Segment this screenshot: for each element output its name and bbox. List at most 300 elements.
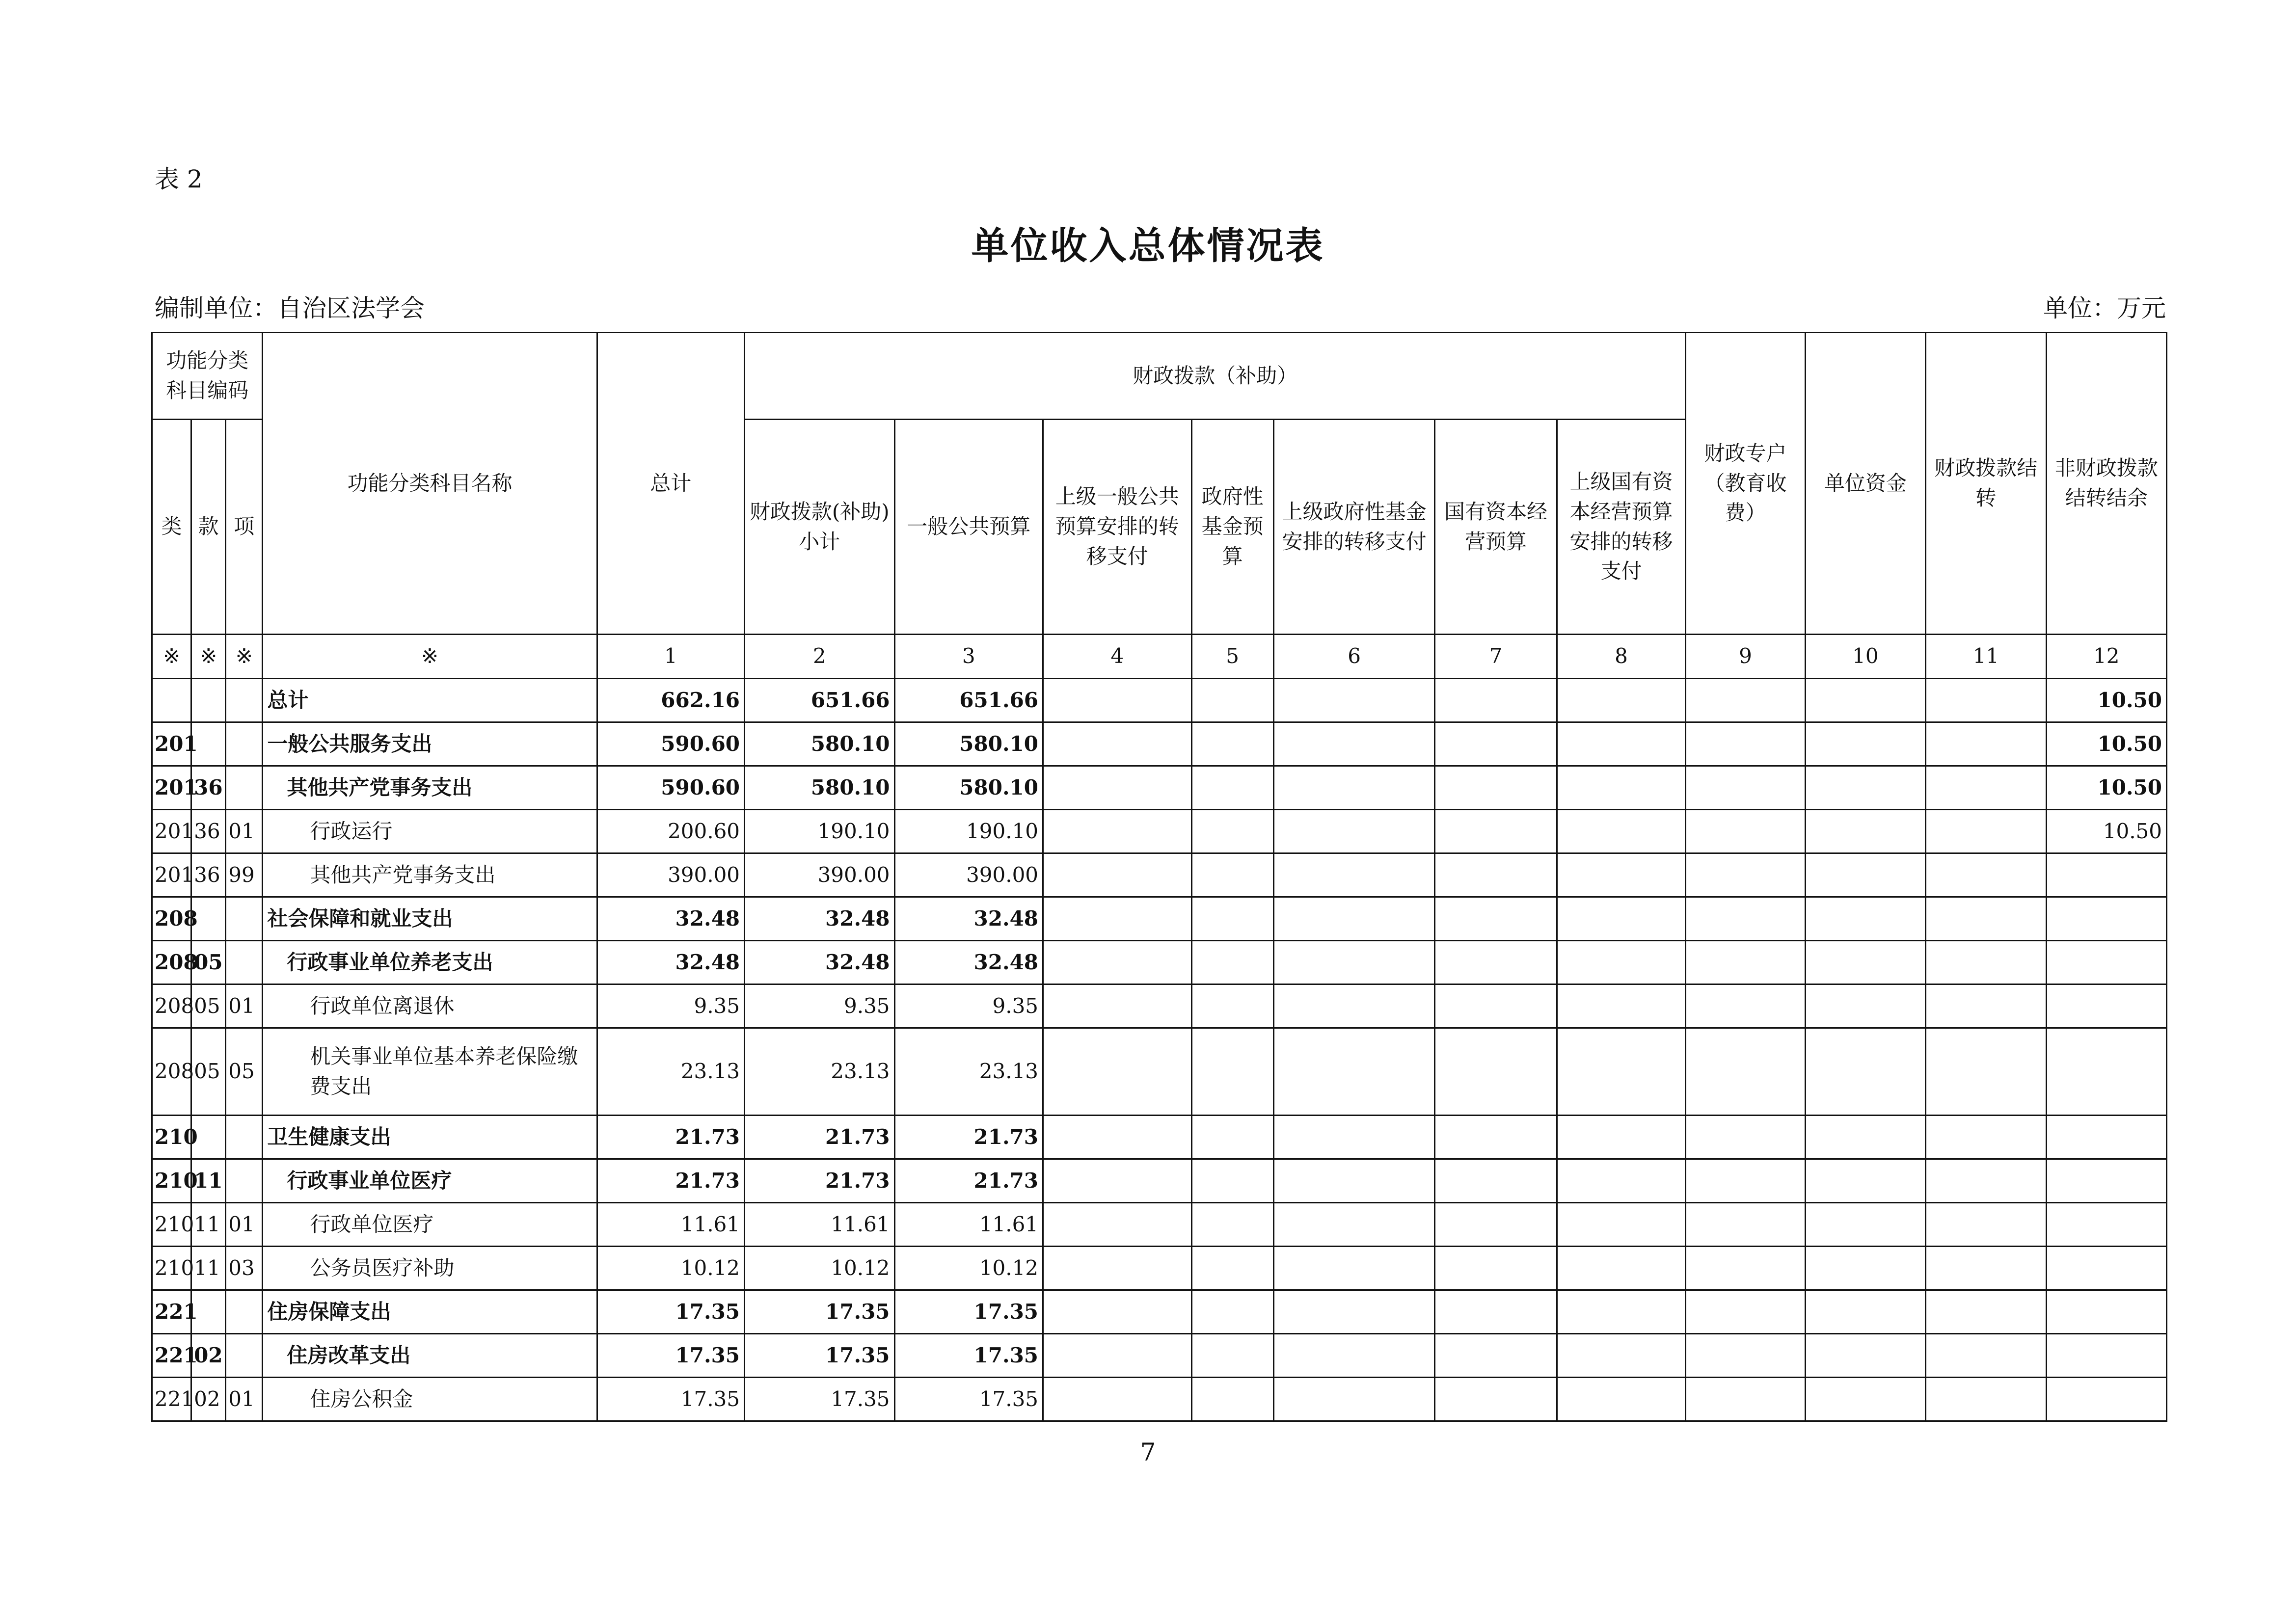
col-number: 11: [1926, 635, 2046, 679]
cell-c2: 651.66: [745, 679, 895, 722]
cell-total: 9.35: [597, 984, 745, 1028]
cell-c2: 17.35: [745, 1378, 895, 1421]
cell-empty: [1273, 1247, 1435, 1290]
cell-xiang: 01: [226, 810, 263, 853]
cell-c12: [2046, 1028, 2167, 1116]
cell-lei: [152, 679, 191, 722]
cell-c3: 32.48: [894, 897, 1043, 941]
cell-empty: [1926, 766, 2046, 810]
unit-label: 单位：万元: [2043, 294, 2166, 322]
cell-lei: 208: [152, 1028, 191, 1116]
cell-empty: [1435, 679, 1557, 722]
cell-kuan: 05: [191, 941, 226, 984]
cell-lei: 208: [152, 984, 191, 1028]
table-row: [152, 722, 2167, 766]
header-total: 总计: [597, 333, 745, 635]
cell-empty: [1926, 1116, 2046, 1159]
cell-kuan: 11: [191, 1203, 226, 1247]
cell-empty: [1435, 1159, 1557, 1203]
cell-c2: 32.48: [745, 897, 895, 941]
cell-empty: [1435, 766, 1557, 810]
cell-empty: [1926, 679, 2046, 722]
cell-total: 10.12: [597, 1247, 745, 1290]
cell-empty: [1273, 1116, 1435, 1159]
cell-c2: 11.61: [745, 1203, 895, 1247]
cell-empty: [1043, 1028, 1192, 1116]
col-number: 12: [2046, 635, 2167, 679]
cell-empty: [1435, 1378, 1557, 1421]
col-number: 10: [1805, 635, 1925, 679]
cell-xiang: [226, 679, 263, 722]
cell-lei: 201: [152, 722, 191, 766]
cell-c12: [2046, 1116, 2167, 1159]
cell-empty: [1686, 679, 1805, 722]
cell-xiang: 01: [226, 984, 263, 1028]
cell-name: 总计: [263, 679, 597, 722]
cell-empty: [1557, 897, 1686, 941]
cell-total: 21.73: [597, 1159, 745, 1203]
cell-c2: 9.35: [745, 984, 895, 1028]
header-fiscal-group: 财政拨款（补助）: [745, 333, 1686, 420]
cell-xiang: 01: [226, 1378, 263, 1421]
cell-total: 23.13: [597, 1028, 745, 1116]
cell-empty: [1926, 1247, 2046, 1290]
cell-name: 住房公积金: [263, 1378, 597, 1421]
cell-empty: [1805, 1159, 1925, 1203]
cell-empty: [1191, 810, 1273, 853]
cell-empty: [1686, 1247, 1805, 1290]
cell-empty: [1557, 810, 1686, 853]
cell-kuan: 36: [191, 853, 226, 897]
page-title: 单位收入总体情况表: [971, 224, 1325, 267]
cell-lei: 210: [152, 1116, 191, 1159]
col-number: 6: [1273, 635, 1435, 679]
cell-kuan: 36: [191, 810, 226, 853]
cell-name: 住房改革支出: [263, 1334, 597, 1378]
cell-empty: [1926, 1290, 2046, 1334]
cell-lei: 201: [152, 766, 191, 810]
cell-empty: [1273, 766, 1435, 810]
cell-xiang: [226, 941, 263, 984]
cell-empty: [1805, 1378, 1925, 1421]
cell-kuan: 05: [191, 984, 226, 1028]
cell-empty: [1686, 722, 1805, 766]
cell-lei: 201: [152, 853, 191, 897]
cell-c12: [2046, 1247, 2167, 1290]
cell-xiang: [226, 766, 263, 810]
cell-empty: [1435, 1290, 1557, 1334]
table-row: [152, 1290, 2167, 1334]
header-code-group: 功能分类科目编码: [152, 333, 263, 420]
table-row: [152, 766, 2167, 810]
cell-c2: 21.73: [745, 1159, 895, 1203]
header-c10: 单位资金: [1805, 333, 1925, 635]
cell-empty: [1273, 722, 1435, 766]
header-c3: 一般公共预算: [894, 420, 1043, 635]
cell-lei: 221: [152, 1290, 191, 1334]
cell-empty: [1043, 810, 1192, 853]
cell-empty: [1435, 1247, 1557, 1290]
table-row: [152, 1203, 2167, 1247]
cell-empty: [1805, 722, 1925, 766]
cell-empty: [1805, 853, 1925, 897]
col-number: 8: [1557, 635, 1686, 679]
table-row: [152, 853, 2167, 897]
cell-empty: [1435, 897, 1557, 941]
col-number: 1: [597, 635, 745, 679]
cell-name: 机关事业单位基本养老保险缴费支出: [263, 1028, 597, 1116]
cell-empty: [1557, 941, 1686, 984]
cell-name: 行政运行: [263, 810, 597, 853]
cell-kuan: 05: [191, 1028, 226, 1116]
cell-empty: [1686, 1116, 1805, 1159]
cell-c2: 390.00: [745, 853, 895, 897]
cell-c2: 190.10: [745, 810, 895, 853]
cell-empty: [1191, 1116, 1273, 1159]
cell-empty: [1686, 766, 1805, 810]
cell-c3: 9.35: [894, 984, 1043, 1028]
cell-empty: [1805, 766, 1925, 810]
cell-empty: [1557, 1028, 1686, 1116]
cell-total: 32.48: [597, 941, 745, 984]
page-number: 7: [1140, 1438, 1156, 1466]
cell-empty: [1557, 1203, 1686, 1247]
cell-c3: 580.10: [894, 722, 1043, 766]
cell-empty: [1043, 897, 1192, 941]
cell-empty: [1191, 722, 1273, 766]
cell-c12: [2046, 1290, 2167, 1334]
cell-c12: [2046, 1203, 2167, 1247]
cell-empty: [1805, 897, 1925, 941]
table-row: [152, 679, 2167, 722]
cell-empty: [1191, 679, 1273, 722]
cell-empty: [1043, 1334, 1192, 1378]
header-c9: 财政专户（教育收费）: [1686, 333, 1805, 635]
cell-total: 200.60: [597, 810, 745, 853]
cell-c3: 21.73: [894, 1116, 1043, 1159]
header-c6: 上级政府性基金安排的转移支付: [1273, 420, 1435, 635]
col-number: 4: [1043, 635, 1192, 679]
cell-c3: 17.35: [894, 1334, 1043, 1378]
header-kuan: 款: [191, 420, 226, 635]
col-number: 7: [1435, 635, 1557, 679]
cell-empty: [1686, 1028, 1805, 1116]
cell-empty: [1043, 1159, 1192, 1203]
cell-empty: [1191, 941, 1273, 984]
header-xiang: 项: [226, 420, 263, 635]
cell-empty: [1926, 810, 2046, 853]
cell-xiang: 99: [226, 853, 263, 897]
cell-empty: [1043, 1116, 1192, 1159]
income-table: [151, 332, 2167, 1422]
col-number: 2: [745, 635, 895, 679]
cell-empty: [1043, 1203, 1192, 1247]
cell-empty: [1043, 766, 1192, 810]
cell-empty: [1557, 1290, 1686, 1334]
cell-empty: [1926, 1159, 2046, 1203]
cell-empty: [1805, 984, 1925, 1028]
header-c5: 政府性基金预算: [1191, 420, 1273, 635]
cell-empty: [1043, 679, 1192, 722]
cell-empty: [1926, 1378, 2046, 1421]
cell-name: 其他共产党事务支出: [263, 853, 597, 897]
cell-c12: [2046, 1159, 2167, 1203]
cell-xiang: 05: [226, 1028, 263, 1116]
cell-kuan: [191, 679, 226, 722]
cell-empty: [1926, 853, 2046, 897]
cell-total: 21.73: [597, 1116, 745, 1159]
cell-empty: [1191, 1028, 1273, 1116]
cell-c2: 17.35: [745, 1290, 895, 1334]
cell-name: 行政事业单位医疗: [263, 1159, 597, 1203]
marker-cell: ※: [226, 635, 263, 679]
cell-empty: [1043, 1247, 1192, 1290]
cell-c3: 32.48: [894, 941, 1043, 984]
col-number: 3: [894, 635, 1043, 679]
cell-c12: 10.50: [2046, 766, 2167, 810]
cell-lei: 210: [152, 1247, 191, 1290]
header-c12: 非财政拨款结转结余: [2046, 333, 2167, 635]
org-label: 编制单位：自治区法学会: [155, 294, 425, 322]
col-number: 5: [1191, 635, 1273, 679]
cell-empty: [1191, 1247, 1273, 1290]
cell-c3: 390.00: [894, 853, 1043, 897]
cell-lei: 208: [152, 941, 191, 984]
cell-name: 行政单位离退休: [263, 984, 597, 1028]
cell-kuan: 02: [191, 1378, 226, 1421]
cell-empty: [1805, 1290, 1925, 1334]
cell-total: 390.00: [597, 853, 745, 897]
cell-c2: 21.73: [745, 1116, 895, 1159]
cell-total: 590.60: [597, 766, 745, 810]
cell-empty: [1686, 984, 1805, 1028]
cell-empty: [1191, 853, 1273, 897]
cell-name: 行政事业单位养老支出: [263, 941, 597, 984]
cell-c12: [2046, 853, 2167, 897]
cell-empty: [1686, 853, 1805, 897]
cell-name: 社会保障和就业支出: [263, 897, 597, 941]
cell-empty: [1557, 1247, 1686, 1290]
cell-xiang: [226, 1334, 263, 1378]
cell-c2: 10.12: [745, 1247, 895, 1290]
cell-kuan: 11: [191, 1159, 226, 1203]
cell-empty: [1926, 1203, 2046, 1247]
table-row: [152, 1116, 2167, 1159]
cell-xiang: [226, 1159, 263, 1203]
cell-empty: [1926, 722, 2046, 766]
cell-empty: [1043, 984, 1192, 1028]
cell-c2: 580.10: [745, 766, 895, 810]
cell-empty: [1043, 722, 1192, 766]
cell-c3: 17.35: [894, 1378, 1043, 1421]
cell-c2: 17.35: [745, 1334, 895, 1378]
cell-empty: [1686, 1378, 1805, 1421]
cell-c3: 11.61: [894, 1203, 1043, 1247]
cell-name: 一般公共服务支出: [263, 722, 597, 766]
cell-c3: 10.12: [894, 1247, 1043, 1290]
cell-xiang: [226, 722, 263, 766]
cell-empty: [1191, 1378, 1273, 1421]
header-c7: 国有资本经营预算: [1435, 420, 1557, 635]
cell-empty: [1273, 984, 1435, 1028]
cell-empty: [1805, 1334, 1925, 1378]
cell-empty: [1043, 941, 1192, 984]
cell-empty: [1273, 1334, 1435, 1378]
cell-empty: [1043, 1290, 1192, 1334]
cell-empty: [1557, 853, 1686, 897]
cell-c2: 23.13: [745, 1028, 895, 1116]
cell-c12: [2046, 984, 2167, 1028]
header-c8: 上级国有资本经营预算安排的转移支付: [1557, 420, 1686, 635]
header-c11: 财政拨款结转: [1926, 333, 2046, 635]
cell-empty: [1191, 1159, 1273, 1203]
cell-c3: 580.10: [894, 766, 1043, 810]
cell-empty: [1926, 1028, 2046, 1116]
cell-total: 662.16: [597, 679, 745, 722]
cell-empty: [1435, 1203, 1557, 1247]
cell-empty: [1686, 941, 1805, 984]
cell-name: 公务员医疗补助: [263, 1247, 597, 1290]
cell-c12: 10.50: [2046, 810, 2167, 853]
cell-empty: [1686, 897, 1805, 941]
cell-empty: [1435, 941, 1557, 984]
cell-xiang: 03: [226, 1247, 263, 1290]
cell-empty: [1043, 1378, 1192, 1421]
cell-empty: [1805, 1203, 1925, 1247]
cell-empty: [1273, 679, 1435, 722]
cell-empty: [1926, 1334, 2046, 1378]
cell-c2: 580.10: [745, 722, 895, 766]
cell-xiang: [226, 1116, 263, 1159]
cell-empty: [1435, 722, 1557, 766]
cell-name: 卫生健康支出: [263, 1116, 597, 1159]
cell-kuan: 11: [191, 1247, 226, 1290]
table-row: [152, 1247, 2167, 1290]
cell-empty: [1273, 810, 1435, 853]
cell-name: 其他共产党事务支出: [263, 766, 597, 810]
cell-c3: 651.66: [894, 679, 1043, 722]
cell-empty: [1273, 1290, 1435, 1334]
cell-empty: [1557, 1116, 1686, 1159]
cell-total: 17.35: [597, 1334, 745, 1378]
cell-c3: 23.13: [894, 1028, 1043, 1116]
cell-c12: [2046, 941, 2167, 984]
cell-kuan: 02: [191, 1334, 226, 1378]
marker-cell: ※: [152, 635, 191, 679]
cell-name: 住房保障支出: [263, 1290, 597, 1334]
cell-lei: 210: [152, 1203, 191, 1247]
cell-xiang: [226, 1290, 263, 1334]
cell-empty: [1273, 941, 1435, 984]
cell-xiang: 01: [226, 1203, 263, 1247]
cell-total: 17.35: [597, 1378, 745, 1421]
cell-empty: [1805, 810, 1925, 853]
cell-empty: [1435, 853, 1557, 897]
cell-empty: [1435, 1334, 1557, 1378]
cell-lei: 201: [152, 810, 191, 853]
cell-empty: [1926, 897, 2046, 941]
cell-empty: [1686, 810, 1805, 853]
cell-empty: [1435, 1028, 1557, 1116]
cell-empty: [1557, 679, 1686, 722]
cell-empty: [1805, 1247, 1925, 1290]
cell-total: 11.61: [597, 1203, 745, 1247]
cell-c12: [2046, 1378, 2167, 1421]
cell-xiang: [226, 897, 263, 941]
cell-empty: [1043, 853, 1192, 897]
cell-empty: [1686, 1334, 1805, 1378]
cell-c3: 190.10: [894, 810, 1043, 853]
cell-empty: [1926, 984, 2046, 1028]
cell-c3: 21.73: [894, 1159, 1043, 1203]
cell-empty: [1273, 1203, 1435, 1247]
cell-lei: 221: [152, 1334, 191, 1378]
cell-lei: 221: [152, 1378, 191, 1421]
header-c2: 财政拨款(补助)小计: [745, 420, 895, 635]
cell-empty: [1191, 1290, 1273, 1334]
cell-empty: [1435, 984, 1557, 1028]
table-row: [152, 1378, 2167, 1421]
cell-empty: [1191, 984, 1273, 1028]
table-row: [152, 1159, 2167, 1203]
cell-empty: [1557, 1334, 1686, 1378]
cell-c3: 17.35: [894, 1290, 1043, 1334]
cell-empty: [1805, 1116, 1925, 1159]
cell-empty: [1926, 941, 2046, 984]
cell-empty: [1805, 1028, 1925, 1116]
cell-c2: 32.48: [745, 941, 895, 984]
cell-empty: [1273, 1028, 1435, 1116]
table-row: [152, 1028, 2167, 1116]
cell-empty: [1273, 897, 1435, 941]
cell-c12: 10.50: [2046, 679, 2167, 722]
cell-empty: [1557, 1159, 1686, 1203]
cell-empty: [1805, 941, 1925, 984]
col-number: 9: [1686, 635, 1805, 679]
marker-cell: ※: [191, 635, 226, 679]
cell-empty: [1273, 853, 1435, 897]
cell-empty: [1557, 1378, 1686, 1421]
table-row: [152, 984, 2167, 1028]
cell-empty: [1435, 810, 1557, 853]
cell-total: 590.60: [597, 722, 745, 766]
table-row: [152, 897, 2167, 941]
cell-empty: [1273, 1378, 1435, 1421]
cell-c12: [2046, 1334, 2167, 1378]
header-lei: 类: [152, 420, 191, 635]
header-name: 功能分类科目名称: [263, 333, 597, 635]
table-row: [152, 1334, 2167, 1378]
table-row: [152, 941, 2167, 984]
table-row: [152, 810, 2167, 853]
cell-empty: [1435, 1116, 1557, 1159]
cell-c12: [2046, 897, 2167, 941]
cell-empty: [1191, 1203, 1273, 1247]
cell-empty: [1191, 766, 1273, 810]
cell-name: 行政单位医疗: [263, 1203, 597, 1247]
cell-empty: [1686, 1203, 1805, 1247]
cell-empty: [1686, 1290, 1805, 1334]
cell-total: 17.35: [597, 1290, 745, 1334]
cell-empty: [1805, 679, 1925, 722]
header-c4: 上级一般公共预算安排的转移支付: [1043, 420, 1192, 635]
table-label: 表 2: [155, 165, 203, 193]
cell-empty: [1557, 984, 1686, 1028]
cell-kuan: 36: [191, 766, 226, 810]
cell-empty: [1273, 1159, 1435, 1203]
cell-c12: 10.50: [2046, 722, 2167, 766]
cell-empty: [1557, 722, 1686, 766]
